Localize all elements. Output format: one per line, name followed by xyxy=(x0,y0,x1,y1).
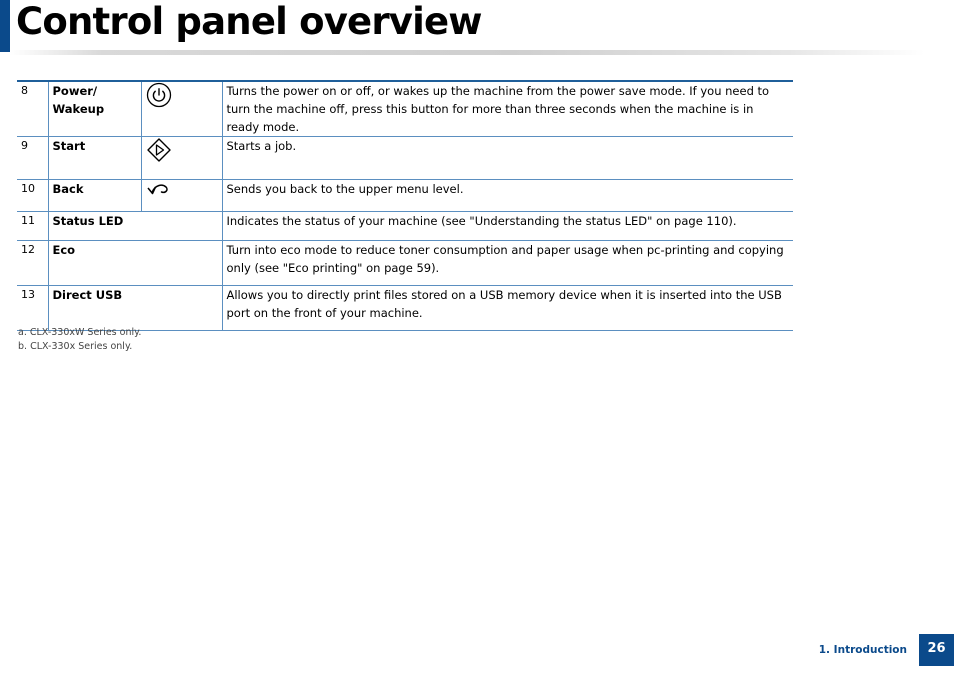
control-name: Back xyxy=(48,180,141,212)
page-number-badge: 26 xyxy=(919,634,954,666)
control-description: Turns the power on or off, or wakes up the machine from the power save mode. If you need to turn the machine off, press this button for more than three seconds when the machine is in ready mode. xyxy=(222,81,793,137)
row-number: 8 xyxy=(17,81,48,137)
control-description: Allows you to directly print files stored on a USB memory device when it is inserted into the USB port on the front of your machine. xyxy=(222,286,793,331)
control-description: Turn into eco mode to reduce toner consumption and paper usage when pc-printing and copying only (see "Eco printing" on page 59). xyxy=(222,241,793,286)
table-row xyxy=(17,286,793,331)
footnote-a: a. CLX-330xW Series only. xyxy=(18,327,142,338)
row-number: 9 xyxy=(17,137,48,180)
start-icon xyxy=(141,137,222,180)
row-number: 10 xyxy=(17,180,48,212)
footnote-b: b. CLX-330x Series only. xyxy=(18,341,133,352)
control-name: Eco xyxy=(48,241,222,286)
row-number: 13 xyxy=(17,286,48,331)
power-icon xyxy=(141,81,222,137)
control-name: Start xyxy=(48,137,141,180)
control-name: Status LED xyxy=(48,212,222,241)
table-row xyxy=(17,137,793,180)
row-number: 12 xyxy=(17,241,48,286)
control-description: Sends you back to the upper menu level. xyxy=(222,180,793,212)
control-description: Starts a job. xyxy=(222,137,793,180)
table-row xyxy=(17,241,793,286)
control-name: Direct USB xyxy=(48,286,222,331)
back-icon xyxy=(141,180,222,212)
control-description: Indicates the status of your machine (see "Understanding the status LED" on page 110). xyxy=(222,212,793,241)
table-row xyxy=(17,212,793,241)
section-label: 1. Introduction xyxy=(818,644,907,656)
control-panel-table xyxy=(17,80,793,331)
control-name: Power/ Wakeup xyxy=(48,81,141,137)
page-title: Control panel overview xyxy=(16,0,482,43)
table-row xyxy=(17,81,793,137)
row-number: 11 xyxy=(17,212,48,241)
footnotes xyxy=(18,326,141,354)
table-row xyxy=(17,180,793,212)
title-divider xyxy=(10,50,925,55)
title-accent-bar xyxy=(0,0,10,52)
